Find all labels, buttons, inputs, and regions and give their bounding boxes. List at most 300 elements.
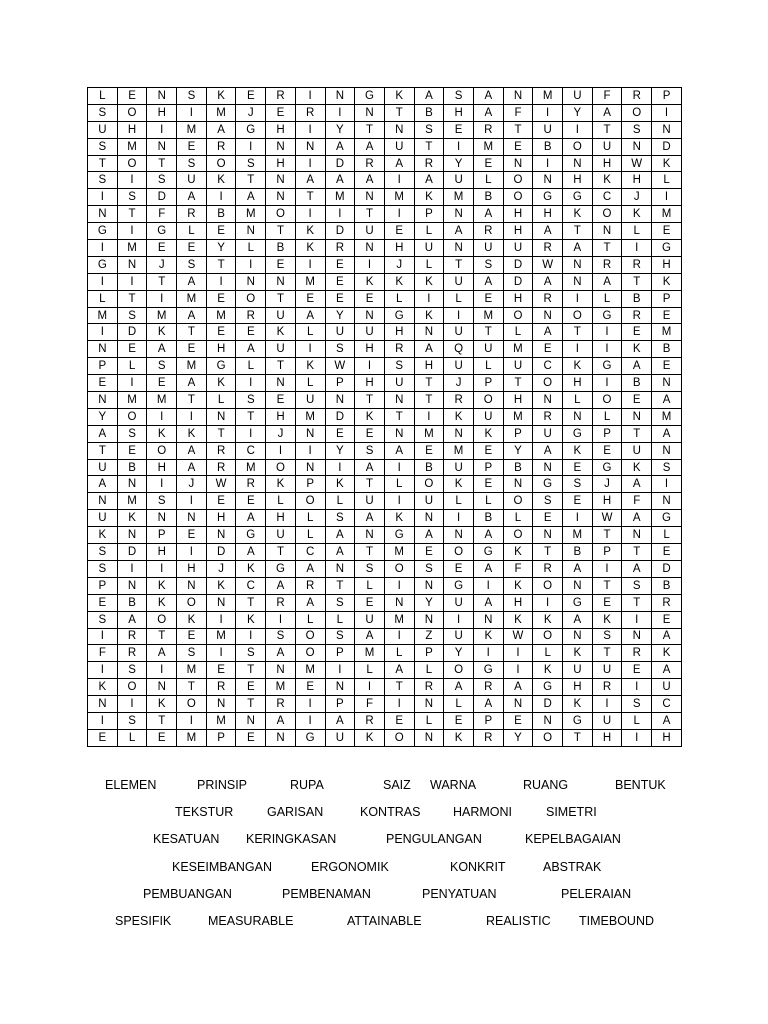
- grid-cell: G: [355, 88, 385, 105]
- grid-cell: F: [147, 206, 177, 223]
- grid-cell: I: [384, 628, 414, 645]
- grid-cell: N: [414, 729, 444, 746]
- grid-cell: L: [295, 510, 325, 527]
- grid-cell: C: [533, 358, 563, 375]
- grid-cell: T: [236, 172, 266, 189]
- grid-cell: A: [414, 527, 444, 544]
- grid-cell: N: [414, 611, 444, 628]
- word-bank-item: BENTUK: [615, 778, 666, 792]
- grid-cell: M: [533, 88, 563, 105]
- grid-cell: K: [622, 341, 652, 358]
- grid-cell: B: [117, 594, 147, 611]
- grid-cell: I: [473, 645, 503, 662]
- grid-cell: L: [533, 645, 563, 662]
- word-bank-item: GARISAN: [267, 805, 324, 819]
- grid-cell: R: [325, 240, 355, 257]
- grid-cell: P: [473, 375, 503, 392]
- grid-cell: K: [592, 172, 622, 189]
- grid-cell: A: [533, 273, 563, 290]
- grid-cell: E: [117, 341, 147, 358]
- grid-cell: I: [295, 206, 325, 223]
- grid-cell: O: [592, 392, 622, 409]
- grid-cell: L: [444, 493, 474, 510]
- grid-cell: G: [295, 729, 325, 746]
- word-bank-item: ABSTRAK: [543, 860, 602, 874]
- grid-cell: N: [622, 408, 652, 425]
- grid-cell: T: [236, 408, 266, 425]
- grid-cell: H: [206, 341, 236, 358]
- grid-cell: R: [177, 206, 207, 223]
- grid-cell: E: [473, 290, 503, 307]
- grid-cell: A: [622, 510, 652, 527]
- grid-cell: A: [563, 611, 593, 628]
- grid-cell: G: [384, 527, 414, 544]
- grid-cell: A: [295, 307, 325, 324]
- grid-cell: J: [206, 560, 236, 577]
- grid-cell: K: [444, 408, 474, 425]
- grid-cell: S: [236, 392, 266, 409]
- grid-cell: R: [266, 696, 296, 713]
- grid-cell: G: [88, 223, 118, 240]
- grid-cell: E: [206, 324, 236, 341]
- grid-cell: A: [384, 442, 414, 459]
- grid-cell: E: [325, 256, 355, 273]
- grid-cell: S: [384, 358, 414, 375]
- grid-cell: N: [266, 375, 296, 392]
- grid-cell: I: [384, 459, 414, 476]
- grid-cell: I: [147, 476, 177, 493]
- grid-cell: M: [295, 662, 325, 679]
- grid-cell: I: [88, 240, 118, 257]
- grid-cell: P: [295, 476, 325, 493]
- grid-cell: J: [622, 189, 652, 206]
- grid-cell: T: [177, 392, 207, 409]
- grid-cell: T: [295, 189, 325, 206]
- grid-cell: D: [533, 696, 563, 713]
- grid-cell: T: [88, 155, 118, 172]
- grid-cell: S: [177, 645, 207, 662]
- grid-cell: A: [266, 712, 296, 729]
- grid-cell: Y: [414, 594, 444, 611]
- grid-cell: K: [236, 560, 266, 577]
- grid-cell: T: [592, 240, 622, 257]
- grid-row: [88, 459, 682, 476]
- grid-cell: I: [592, 375, 622, 392]
- grid-cell: I: [592, 696, 622, 713]
- word-bank-item: SAIZ: [383, 778, 411, 792]
- grid-cell: T: [355, 392, 385, 409]
- grid-cell: H: [384, 240, 414, 257]
- grid-cell: U: [355, 223, 385, 240]
- grid-cell: M: [384, 611, 414, 628]
- grid-cell: H: [266, 155, 296, 172]
- grid-cell: S: [236, 645, 266, 662]
- grid-cell: A: [622, 358, 652, 375]
- grid-cell: G: [592, 307, 622, 324]
- grid-row: [88, 375, 682, 392]
- grid-cell: N: [503, 155, 533, 172]
- grid-cell: G: [88, 256, 118, 273]
- word-bank-item: KEPELBAGAIAN: [525, 832, 621, 846]
- grid-cell: M: [206, 628, 236, 645]
- grid-cell: R: [533, 290, 563, 307]
- grid-cell: E: [236, 679, 266, 696]
- grid-cell: N: [355, 307, 385, 324]
- grid-cell: G: [652, 510, 682, 527]
- grid-cell: T: [206, 425, 236, 442]
- grid-row: [88, 729, 682, 746]
- grid-cell: T: [414, 392, 444, 409]
- grid-cell: T: [592, 121, 622, 138]
- grid-cell: G: [533, 679, 563, 696]
- grid-row: [88, 155, 682, 172]
- grid-cell: D: [652, 560, 682, 577]
- grid-cell: R: [206, 459, 236, 476]
- grid-cell: K: [652, 645, 682, 662]
- grid-cell: O: [503, 493, 533, 510]
- grid-cell: N: [384, 425, 414, 442]
- grid-cell: A: [533, 223, 563, 240]
- grid-cell: Y: [444, 155, 474, 172]
- grid-cell: N: [533, 392, 563, 409]
- grid-cell: M: [177, 358, 207, 375]
- grid-cell: E: [236, 493, 266, 510]
- word-bank-item: ERGONOMIK: [311, 860, 389, 874]
- grid-cell: N: [88, 493, 118, 510]
- grid-cell: G: [206, 358, 236, 375]
- grid-cell: L: [295, 375, 325, 392]
- grid-cell: P: [88, 358, 118, 375]
- grid-cell: N: [325, 679, 355, 696]
- grid-cell: M: [206, 104, 236, 121]
- grid-cell: E: [266, 104, 296, 121]
- grid-cell: A: [117, 611, 147, 628]
- word-bank-item: PRINSIP: [197, 778, 248, 792]
- grid-cell: A: [473, 560, 503, 577]
- grid-cell: I: [384, 493, 414, 510]
- grid-cell: W: [503, 628, 533, 645]
- grid-cell: T: [325, 577, 355, 594]
- grid-cell: R: [117, 645, 147, 662]
- grid-cell: N: [503, 696, 533, 713]
- grid-cell: A: [473, 104, 503, 121]
- grid-cell: E: [266, 256, 296, 273]
- grid-cell: O: [177, 594, 207, 611]
- grid-cell: I: [177, 712, 207, 729]
- grid-cell: A: [236, 341, 266, 358]
- grid-cell: T: [563, 223, 593, 240]
- grid-cell: A: [355, 510, 385, 527]
- grid-cell: N: [384, 392, 414, 409]
- grid-cell: H: [266, 408, 296, 425]
- grid-cell: B: [414, 104, 444, 121]
- grid-cell: L: [355, 662, 385, 679]
- grid-cell: I: [147, 121, 177, 138]
- grid-cell: G: [533, 189, 563, 206]
- grid-cell: M: [295, 273, 325, 290]
- grid-cell: A: [147, 341, 177, 358]
- grid-cell: E: [206, 662, 236, 679]
- grid-cell: E: [295, 290, 325, 307]
- grid-cell: R: [206, 138, 236, 155]
- grid-cell: K: [563, 696, 593, 713]
- grid-cell: M: [206, 712, 236, 729]
- grid-cell: T: [503, 121, 533, 138]
- grid-cell: E: [622, 324, 652, 341]
- grid-cell: S: [652, 459, 682, 476]
- grid-cell: S: [177, 88, 207, 105]
- grid-cell: G: [266, 560, 296, 577]
- grid-cell: H: [147, 544, 177, 561]
- grid-cell: E: [533, 341, 563, 358]
- grid-cell: I: [622, 679, 652, 696]
- grid-cell: A: [177, 273, 207, 290]
- grid-cell: I: [295, 712, 325, 729]
- grid-cell: I: [117, 696, 147, 713]
- grid-cell: R: [473, 679, 503, 696]
- grid-cell: U: [88, 510, 118, 527]
- grid-cell: Y: [325, 121, 355, 138]
- word-bank-item: ELEMEN: [105, 778, 157, 792]
- grid-cell: T: [622, 425, 652, 442]
- grid-cell: U: [533, 425, 563, 442]
- grid-cell: E: [325, 273, 355, 290]
- grid-cell: I: [177, 544, 207, 561]
- grid-cell: E: [147, 375, 177, 392]
- grid-cell: K: [295, 240, 325, 257]
- grid-cell: K: [652, 155, 682, 172]
- grid-cell: K: [266, 324, 296, 341]
- grid-cell: I: [147, 662, 177, 679]
- grid-cell: M: [177, 729, 207, 746]
- grid-cell: D: [117, 544, 147, 561]
- grid-cell: A: [444, 223, 474, 240]
- grid-cell: J: [266, 425, 296, 442]
- grid-cell: R: [236, 476, 266, 493]
- grid-cell: U: [533, 121, 563, 138]
- grid-cell: K: [355, 408, 385, 425]
- grid-cell: H: [563, 375, 593, 392]
- grid-cell: O: [117, 155, 147, 172]
- grid-cell: I: [266, 611, 296, 628]
- grid-cell: O: [147, 611, 177, 628]
- grid-row: [88, 493, 682, 510]
- grid-cell: E: [88, 594, 118, 611]
- grid-cell: O: [533, 577, 563, 594]
- grid-cell: K: [177, 425, 207, 442]
- grid-cell: I: [117, 223, 147, 240]
- grid-cell: L: [295, 611, 325, 628]
- grid-cell: U: [325, 324, 355, 341]
- grid-cell: A: [177, 459, 207, 476]
- grid-cell: L: [563, 392, 593, 409]
- grid-cell: U: [503, 240, 533, 257]
- grid-row: [88, 696, 682, 713]
- grid-cell: H: [147, 459, 177, 476]
- grid-cell: Y: [503, 442, 533, 459]
- grid-cell: K: [147, 696, 177, 713]
- grid-cell: K: [414, 273, 444, 290]
- grid-cell: N: [266, 273, 296, 290]
- word-bank-item: PEMBUANGAN: [143, 887, 232, 901]
- grid-cell: S: [325, 341, 355, 358]
- grid-cell: N: [384, 121, 414, 138]
- grid-cell: O: [533, 375, 563, 392]
- grid-cell: E: [592, 594, 622, 611]
- word-bank-item: RUPA: [290, 778, 324, 792]
- grid-cell: E: [503, 712, 533, 729]
- grid-cell: M: [177, 121, 207, 138]
- grid-cell: T: [147, 712, 177, 729]
- grid-row: [88, 408, 682, 425]
- grid-cell: T: [236, 696, 266, 713]
- grid-cell: N: [147, 510, 177, 527]
- grid-cell: A: [652, 425, 682, 442]
- grid-cell: E: [325, 290, 355, 307]
- grid-cell: I: [206, 611, 236, 628]
- grid-cell: N: [563, 628, 593, 645]
- grid-cell: N: [177, 577, 207, 594]
- grid-cell: N: [266, 729, 296, 746]
- grid-cell: I: [295, 88, 325, 105]
- grid-cell: M: [444, 442, 474, 459]
- grid-cell: T: [355, 206, 385, 223]
- grid-cell: E: [473, 442, 503, 459]
- grid-cell: P: [147, 527, 177, 544]
- grid-cell: D: [503, 273, 533, 290]
- grid-cell: M: [503, 408, 533, 425]
- grid-row: [88, 223, 682, 240]
- grid-cell: K: [652, 273, 682, 290]
- word-bank-item: HARMONI: [453, 805, 513, 819]
- grid-cell: I: [236, 628, 266, 645]
- grid-cell: L: [592, 290, 622, 307]
- grid-cell: R: [652, 594, 682, 611]
- grid-cell: I: [177, 493, 207, 510]
- grid-cell: N: [414, 324, 444, 341]
- grid-cell: T: [117, 206, 147, 223]
- grid-cell: I: [236, 425, 266, 442]
- grid-cell: T: [147, 628, 177, 645]
- grid-cell: A: [325, 527, 355, 544]
- grid-cell: N: [414, 577, 444, 594]
- grid-cell: H: [266, 121, 296, 138]
- grid-cell: M: [473, 307, 503, 324]
- grid-cell: L: [652, 172, 682, 189]
- grid-cell: H: [652, 256, 682, 273]
- grid-cell: E: [236, 324, 266, 341]
- grid-cell: K: [533, 662, 563, 679]
- grid-cell: T: [88, 442, 118, 459]
- grid-cell: A: [325, 172, 355, 189]
- grid-cell: U: [295, 392, 325, 409]
- grid-cell: J: [177, 476, 207, 493]
- grid-cell: L: [177, 223, 207, 240]
- grid-cell: N: [355, 240, 385, 257]
- grid-cell: S: [117, 712, 147, 729]
- grid-cell: P: [325, 645, 355, 662]
- grid-cell: W: [622, 155, 652, 172]
- grid-cell: T: [177, 679, 207, 696]
- grid-row: [88, 577, 682, 594]
- grid-cell: J: [592, 476, 622, 493]
- grid-cell: N: [177, 510, 207, 527]
- grid-cell: A: [473, 88, 503, 105]
- grid-cell: K: [592, 611, 622, 628]
- grid-cell: I: [533, 594, 563, 611]
- grid-cell: A: [622, 560, 652, 577]
- grid-cell: Y: [206, 240, 236, 257]
- grid-cell: N: [622, 527, 652, 544]
- grid-cell: Y: [325, 307, 355, 324]
- grid-cell: L: [414, 256, 444, 273]
- grid-cell: K: [295, 223, 325, 240]
- grid-cell: G: [652, 240, 682, 257]
- grid-row: [88, 662, 682, 679]
- grid-cell: L: [384, 476, 414, 493]
- grid-cell: G: [147, 223, 177, 240]
- grid-cell: P: [652, 88, 682, 105]
- grid-cell: N: [236, 273, 266, 290]
- grid-cell: K: [355, 729, 385, 746]
- grid-cell: Z: [414, 628, 444, 645]
- grid-cell: U: [503, 358, 533, 375]
- grid-cell: O: [177, 696, 207, 713]
- grid-cell: N: [117, 527, 147, 544]
- grid-cell: I: [414, 290, 444, 307]
- grid-cell: R: [533, 560, 563, 577]
- grid-cell: I: [622, 240, 652, 257]
- grid-cell: N: [533, 527, 563, 544]
- grid-cell: M: [503, 341, 533, 358]
- grid-cell: U: [563, 88, 593, 105]
- grid-cell: O: [503, 307, 533, 324]
- grid-cell: Y: [444, 645, 474, 662]
- grid-cell: I: [384, 172, 414, 189]
- grid-cell: G: [473, 544, 503, 561]
- grid-cell: E: [355, 425, 385, 442]
- grid-cell: E: [177, 341, 207, 358]
- grid-cell: A: [236, 510, 266, 527]
- grid-cell: I: [295, 696, 325, 713]
- grid-cell: M: [652, 206, 682, 223]
- grid-cell: L: [503, 510, 533, 527]
- grid-cell: R: [236, 307, 266, 324]
- word-bank-item: KONKRIT: [450, 860, 506, 874]
- grid-cell: N: [652, 442, 682, 459]
- grid-cell: N: [563, 577, 593, 594]
- grid-cell: N: [533, 172, 563, 189]
- grid-cell: L: [414, 662, 444, 679]
- grid-row: [88, 206, 682, 223]
- grid-row: [88, 510, 682, 527]
- grid-cell: G: [563, 712, 593, 729]
- grid-cell: O: [266, 206, 296, 223]
- grid-cell: R: [622, 88, 652, 105]
- grid-cell: P: [414, 645, 444, 662]
- grid-cell: B: [117, 459, 147, 476]
- grid-cell: K: [563, 442, 593, 459]
- grid-cell: N: [355, 189, 385, 206]
- grid-cell: N: [355, 527, 385, 544]
- grid-cell: I: [295, 121, 325, 138]
- grid-cell: U: [592, 138, 622, 155]
- grid-row: [88, 172, 682, 189]
- grid-cell: D: [652, 138, 682, 155]
- grid-cell: O: [147, 442, 177, 459]
- grid-cell: I: [652, 476, 682, 493]
- grid-cell: A: [295, 594, 325, 611]
